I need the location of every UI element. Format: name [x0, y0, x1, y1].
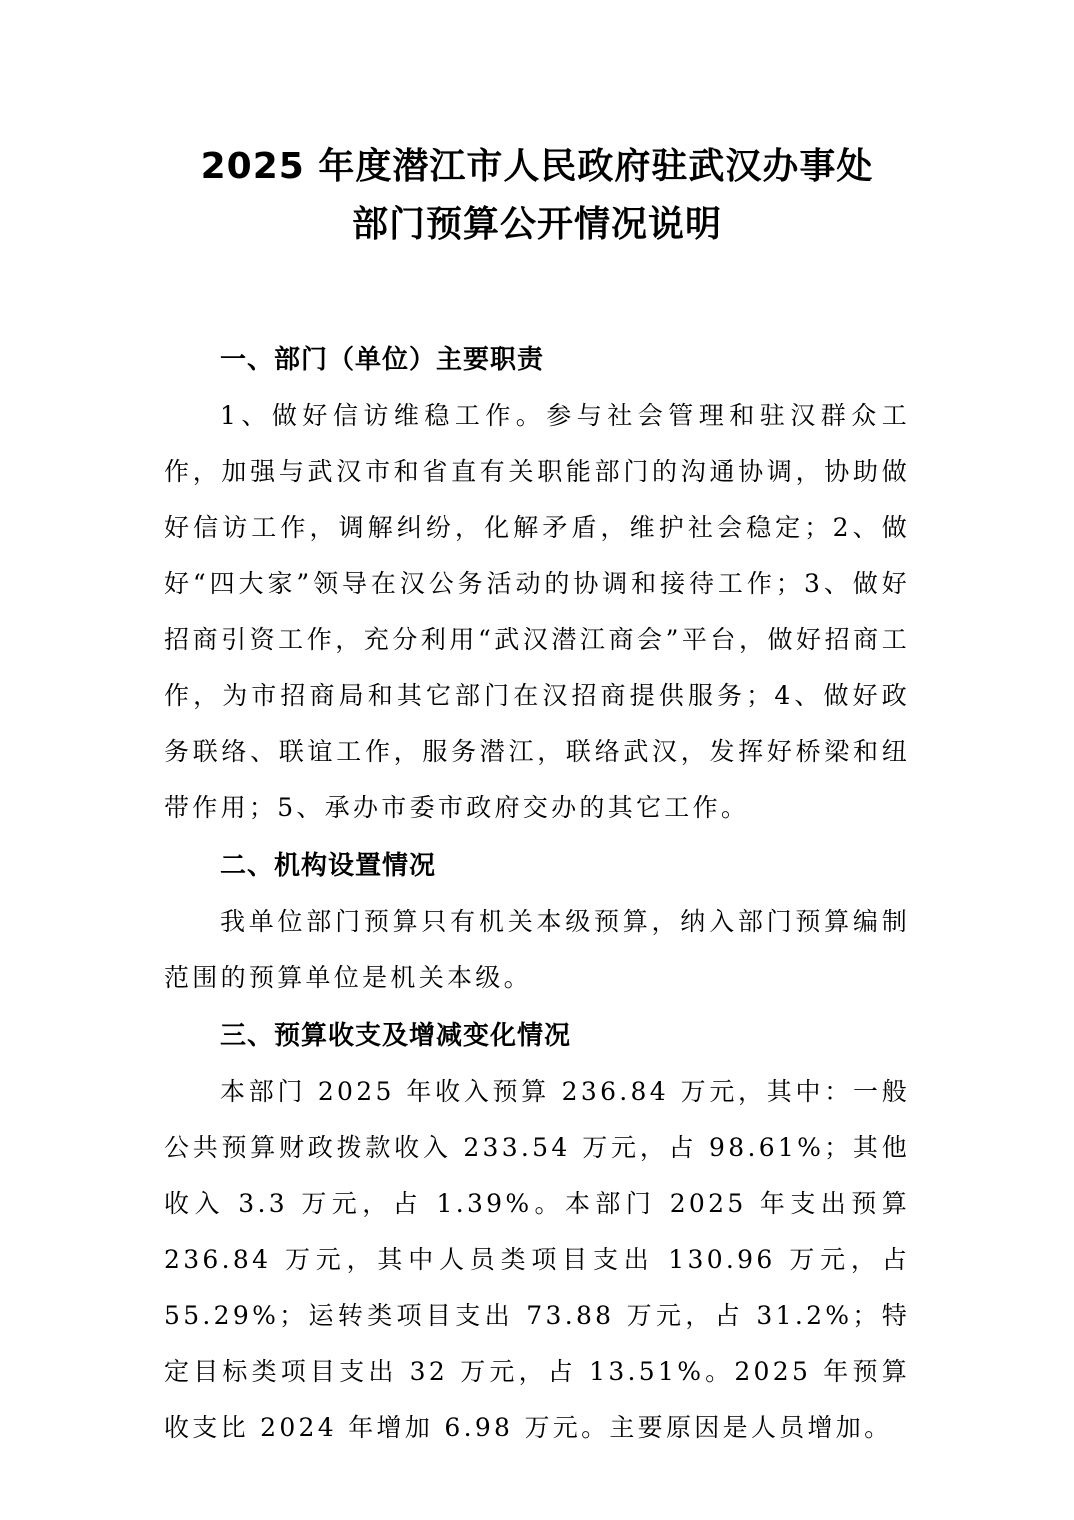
- section-organization: [164, 838, 910, 1006]
- section-heading-budget-changes: 三、预算收支及增减变化情况: [220, 1021, 572, 1051]
- section-paragraph-budget-changes: 本部门 2025 年收入预算 236.84 万元，其中：一般公共预算财政拨款收入 233.54 万元，占 98.61%；其他收入 3.3 万元，占 1.39%。本部门 2025 年支出预算 236.84 万元，其中人员类项目支出 130.96 万元，占 55.29%；运转类项目支出 73.88 万元，占 31.2%；特定目标类项目支出 32 万元，占 13.51%。2025 年预算收支比 2024 年增加 6.98 万元。主要原因是人员增加。: [164, 1077, 910, 1442]
- document-title-line-2: 部门预算公开情况说明: [351, 204, 722, 245]
- section-budget-changes: [164, 1008, 910, 1456]
- document-title-line-1: 2025 年度潜江市人民政府驻武汉办事处: [200, 146, 874, 187]
- section-heading-organization: 二、机构设置情况: [220, 851, 437, 881]
- section-paragraph-organization: 我单位部门预算只有机关本级预算，纳入部门预算编制范围的预算单位是机关本级。: [164, 907, 910, 992]
- section-paragraph-main-duties: 1、做好信访维稳工作。参与社会管理和驻汉群众工作，加强与武汉市和省直有关职能部门的沟通协调，协助做好信访工作，调解纠纷，化解矛盾，维护社会稳定；2、做好“四大家”领导在汉公务活动的协调和接待工作；3、做好招商引资工作，充分利用“武汉潜江商会”平台，做好招商工作，为市招商局和其它部门在汉招商提供服务；4、做好政务联络、联谊工作，服务潜江，联络武汉，发挥好桥梁和纽带作用；5、承办市委市政府交办的其它工作。: [164, 401, 910, 822]
- document-title: [164, 138, 910, 254]
- section-heading-main-duties: 一、部门（单位）主要职责: [220, 345, 545, 375]
- section-main-duties: [164, 332, 910, 836]
